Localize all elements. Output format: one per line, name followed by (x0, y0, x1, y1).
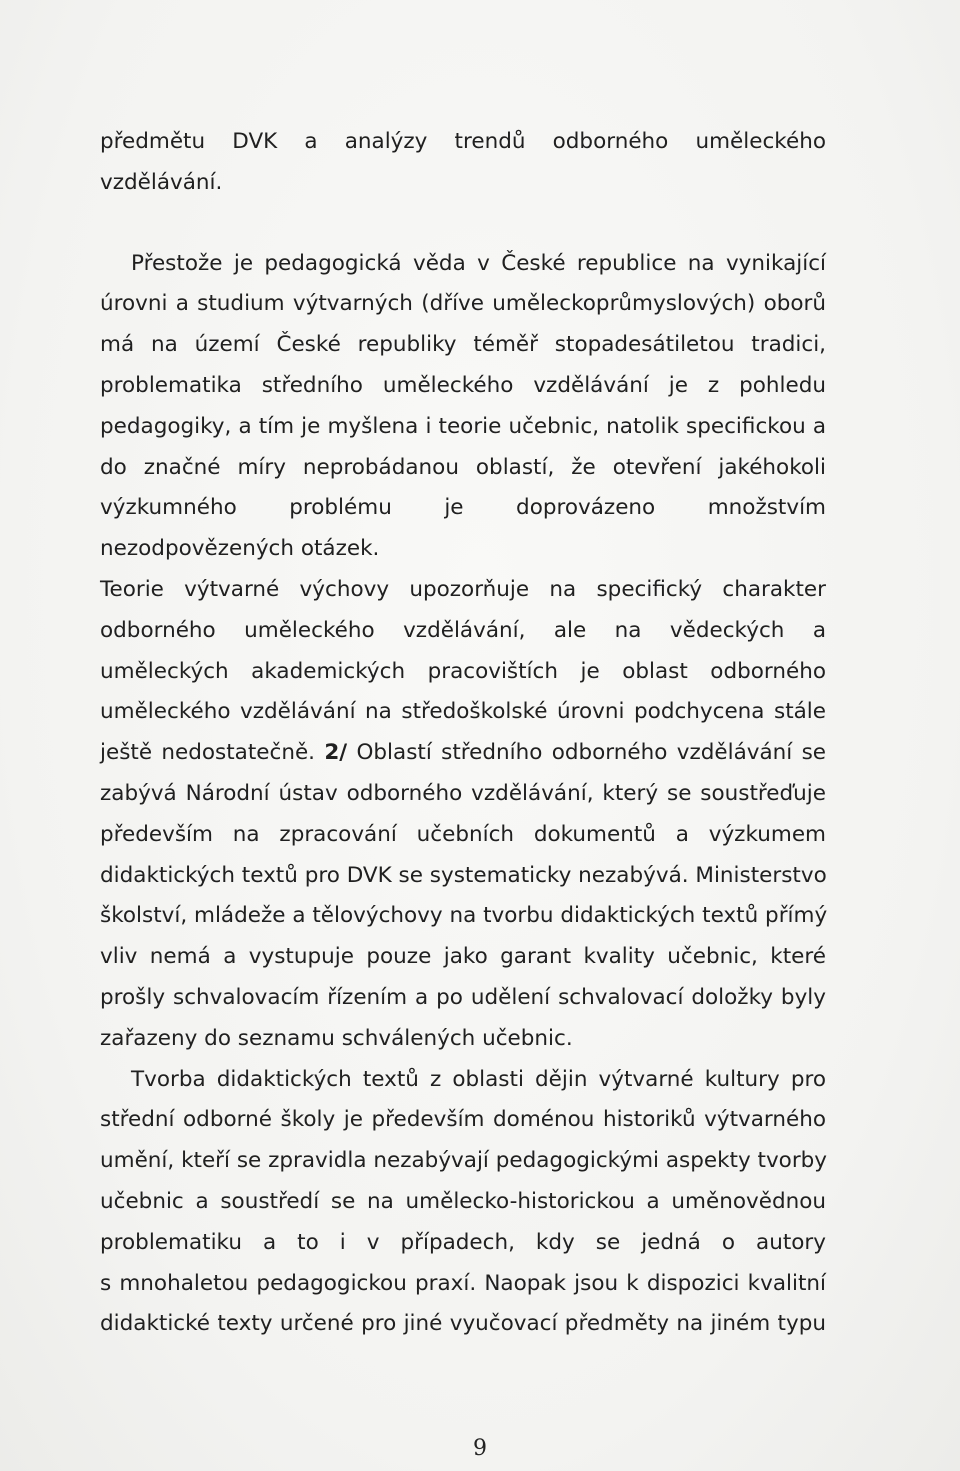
text-line: uměleckých akademických pracovištích je oblast odborného (100, 658, 826, 684)
paragraph-2 (100, 244, 826, 570)
text-line: střední odborné školy je především doménou historiků výtvarného (100, 1107, 826, 1133)
text-line: problematiku a to i v případech, kdy se jedná o autory (100, 1229, 826, 1255)
text-line: učebnic a soustředí se na umělecko-historickou a uměnovědnou (100, 1188, 826, 1214)
text-segment: Oblastí středního odborného vzdělávání se (347, 740, 826, 766)
text-line: didaktických textů pro DVK se systematicky nezabývá. Ministerstvo (100, 862, 827, 888)
text-line: výzkumného problému je doprovázeno množstvím (100, 495, 826, 521)
text-line: Tvorba didaktických textů z oblasti dějin výtvarné kultury pro (131, 1066, 826, 1092)
text-line: vliv nemá a vystupuje pouze jako garant kvality učebnic, které (100, 944, 826, 970)
text-line: předmětu DVK a analýzy trendů odborného uměleckého (100, 129, 826, 154)
text-line: problematika středního uměleckého vzdělávání je z pohledu (100, 372, 826, 398)
citation-reference: 2/ (324, 740, 348, 766)
text-line: má na území České republiky téměř stopadesátiletou tradici, (100, 332, 826, 358)
page-number: 9 (473, 1436, 487, 1461)
text-line: umění, kteří se zpravidla nezabývají pedagogickými aspekty tvorby (100, 1148, 828, 1174)
paragraph-4 (100, 1060, 826, 1346)
text-line: nezodpovězených otázek. (100, 536, 380, 562)
text-line: zařazeny do seznamu schválených učebnic. (100, 1025, 573, 1051)
text-line: zabývá Národní ústav odborného vzdělávání, který se soustřeďuje (100, 780, 826, 806)
paragraph-3 (100, 570, 826, 1060)
text-line-with-citation (100, 733, 826, 774)
text-line: Přestože je pedagogická věda v České republice na vynikající (131, 250, 826, 276)
text-line: vzdělávání. (100, 169, 223, 195)
text-line: do značné míry neprobádanou oblastí, že otevření jakéhokoli (100, 454, 826, 480)
text-line: didaktické texty určené pro jiné vyučovací předměty na jiném typu (100, 1311, 826, 1337)
text-line: Teorie výtvarné výchovy upozorňuje na specifický charakter (100, 576, 826, 602)
text-segment: ještě nedostatečně. (100, 740, 325, 766)
text-line: prošly schvalovacím řízením a po udělení schvalovací doložky byly (100, 984, 826, 1010)
paragraph-1 (100, 122, 826, 204)
text-line: s mnohaletou pedagogickou praxí. Naopak jsou k dispozici kvalitní (100, 1270, 826, 1296)
text-line: školství, mládeže a tělovýchovy na tvorbu didaktických textů přímý (100, 903, 828, 929)
text-line: uměleckého vzdělávání na středoškolské úrovni podchycena stále (100, 699, 826, 725)
text-line: především na zpracování učebních dokumentů a výzkumem (100, 821, 826, 847)
text-line: odborného uměleckého vzdělávání, ale na vědeckých a (100, 617, 826, 643)
text-line: úrovni a studium výtvarných (dříve uměleckoprůmyslových) oborů (100, 291, 826, 317)
body-text (100, 122, 826, 1345)
text-line: pedagogiky, a tím je myšlena i teorie učebnic, natolik specifickou a (100, 413, 826, 439)
